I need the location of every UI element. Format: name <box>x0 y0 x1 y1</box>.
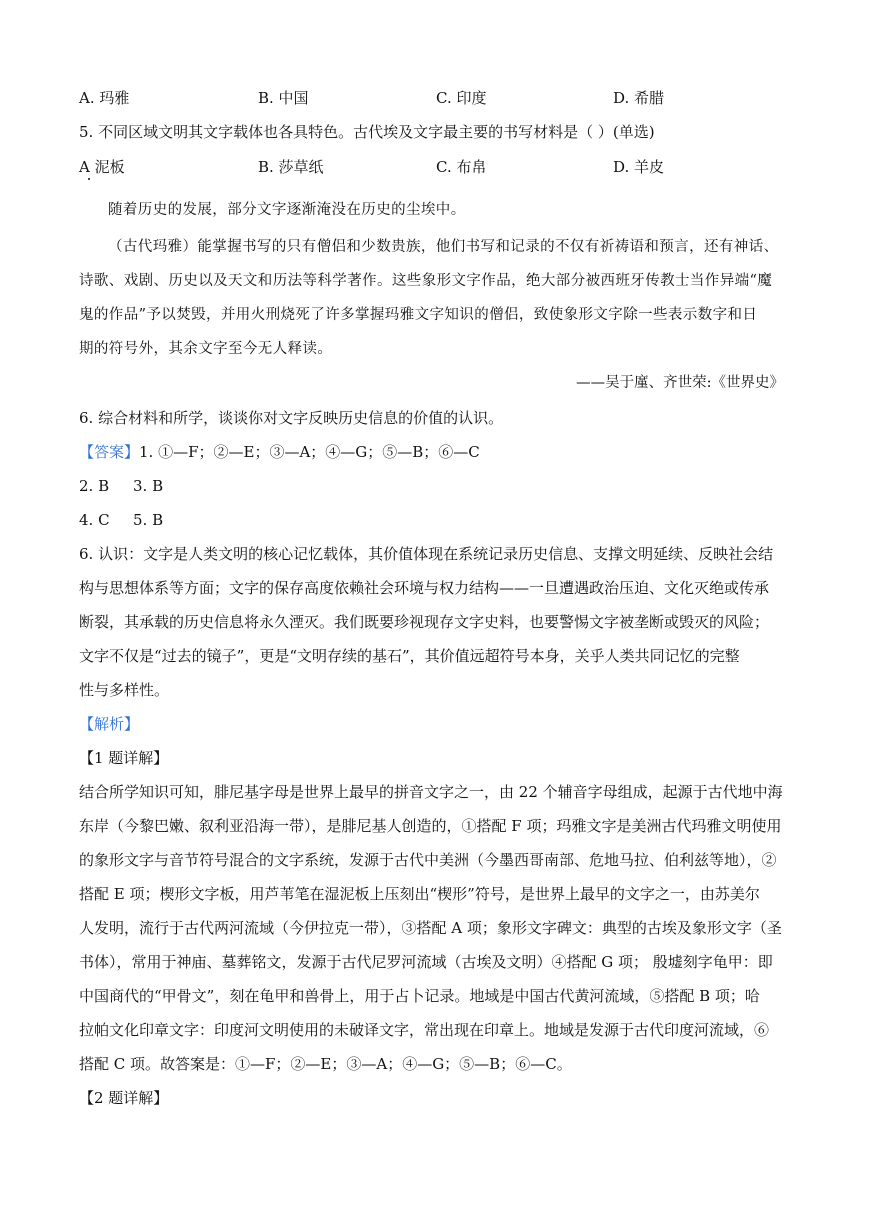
q5-option-c: C. 布帛 <box>436 158 487 176</box>
answer-q6-paragraph <box>79 544 791 714</box>
q5-option-a: A 泥板 <box>79 158 125 176</box>
analysis-heading-2: 【2 题详解】 <box>79 1089 169 1107</box>
answer-q6-line: 断裂，其承载的历史信息将永久湮灭。我们既要珍视现存文字史料，也要警惕文字被垄断或毁灭的风险； <box>79 613 770 631</box>
analysis-heading-1: 【1 题详解】 <box>79 749 169 767</box>
answer-q6-line: 构与思想体系等方面；文字的保存高度依赖社会环境与权力结构——一旦遭遇政治压迫、文化灭绝或传承 <box>79 579 770 597</box>
analysis-line: 拉帕文化印章文字：印度河文明使用的未破译文字，常出现在印章上。地域是发源于古代印度河流域，⑥ <box>79 1021 770 1039</box>
answer-q3: 3. B <box>133 477 164 495</box>
answer-q6-line: 文字不仅是“过去的镜子”，更是“文明存续的基石”，其价值远超符号本身，关乎人类共同记忆的完整 <box>79 647 740 665</box>
material-line: （古代玛雅）能掌握书写的只有僧侣和少数贵族，他们书写和记录的不仅有祈祷语和预言，还有神话、 <box>108 239 779 255</box>
material-line: 期的符号外，其余文字至今无人释读。 <box>79 341 333 357</box>
material-source: ——吴于廑、齐世荣:《世界史》 <box>576 375 784 391</box>
analysis-tag: 【解析】 <box>79 715 140 733</box>
analysis-line: 搭配 E 项；楔形文字板，用芦苇笔在湿泥板上压刻出“楔形”符号，是世界上最早的文字之一，由苏美尔 <box>79 885 760 903</box>
analysis-line: 人发明，流行于古代两河流域（今伊拉克一带），③搭配 A 项；象形文字碑文：典型的古埃及象形文字（圣 <box>79 919 782 937</box>
answer-q6-line: 6. 认识：文字是人类文明的核心记忆载体，其价值体现在系统记录历史信息、支撑文明延续、反映社会结 <box>79 545 774 563</box>
analysis-line: 的象形文字与音节符号混合的文字系统，发源于古代中美洲（今墨西哥南部、危地马拉、伯利兹等地），② <box>79 851 777 869</box>
material-intro: 随着历史的发展，部分文字逐渐淹没在历史的尘埃中。 <box>108 202 466 218</box>
answer-q6-line: 性与多样性。 <box>79 681 170 699</box>
q5-option-b: B. 莎草纸 <box>258 158 324 176</box>
q5-option-d: D. 羊皮 <box>613 158 665 176</box>
q4-option-b: B. 中国 <box>258 89 309 107</box>
analysis-line: 书体），常用于神庙、墓葬铭文，发源于古代尼罗河流域（古埃及文明）④搭配 G 项； 殷墟刻字龟甲：即 <box>79 953 773 971</box>
analysis-line: 结合所学知识可知，腓尼基字母是世界上最早的拼音文字之一，由 22 个辅音字母组成，起源于古代地中海 <box>79 783 783 801</box>
answer-q5: 5. B <box>133 511 164 529</box>
analysis-line: 中国商代的“甲骨文”，刻在龟甲和兽骨上，用于占卜记录。地域是中国古代黄河流域，⑤搭配 B 项；哈 <box>79 987 760 1005</box>
q5-stem: 5. 不同区域文明其文字载体也各具特色。古代埃及文字最主要的书写材料是（ ）(单选) <box>79 123 655 141</box>
analysis-paragraph <box>79 782 791 1088</box>
q4-option-d: D. 希腊 <box>613 89 665 107</box>
stray-dot <box>88 178 90 180</box>
analysis-line: 搭配 C 项。故答案是：①—F；②—E；③—A；④—G；⑤—B；⑥—C。 <box>79 1055 572 1073</box>
answer-q1: 1. ①—F；②—E；③—A；④—G；⑤—B；⑥—C <box>139 443 480 461</box>
q6-stem: 6. 综合材料和所学，谈谈你对文字反映历史信息的价值的认识。 <box>79 409 504 427</box>
answer-tag: 【答案】 <box>79 443 140 461</box>
answer-q2: 2. B <box>79 477 110 495</box>
material-line: 诗歌、戏剧、历史以及天文和历法等科学著作。这些象形文字作品，绝大部分被西班牙传教士当作异端“魔 <box>79 273 773 289</box>
analysis-line: 东岸（今黎巴嫩、叙利亚沿海一带），是腓尼基人创造的，①搭配 F 项；玛雅文字是美洲古代玛雅文明使用 <box>79 817 782 835</box>
q4-option-c: C. 印度 <box>436 89 487 107</box>
answer-line-1 <box>79 442 480 462</box>
q4-option-a: A. 玛雅 <box>79 89 130 107</box>
answer-q4: 4. C <box>79 511 110 529</box>
material-line: 鬼的作品”予以焚毁，并用火刑烧死了许多掌握玛雅文字知识的僧侣，致使象形文字除一些表示数字和日 <box>79 307 758 323</box>
